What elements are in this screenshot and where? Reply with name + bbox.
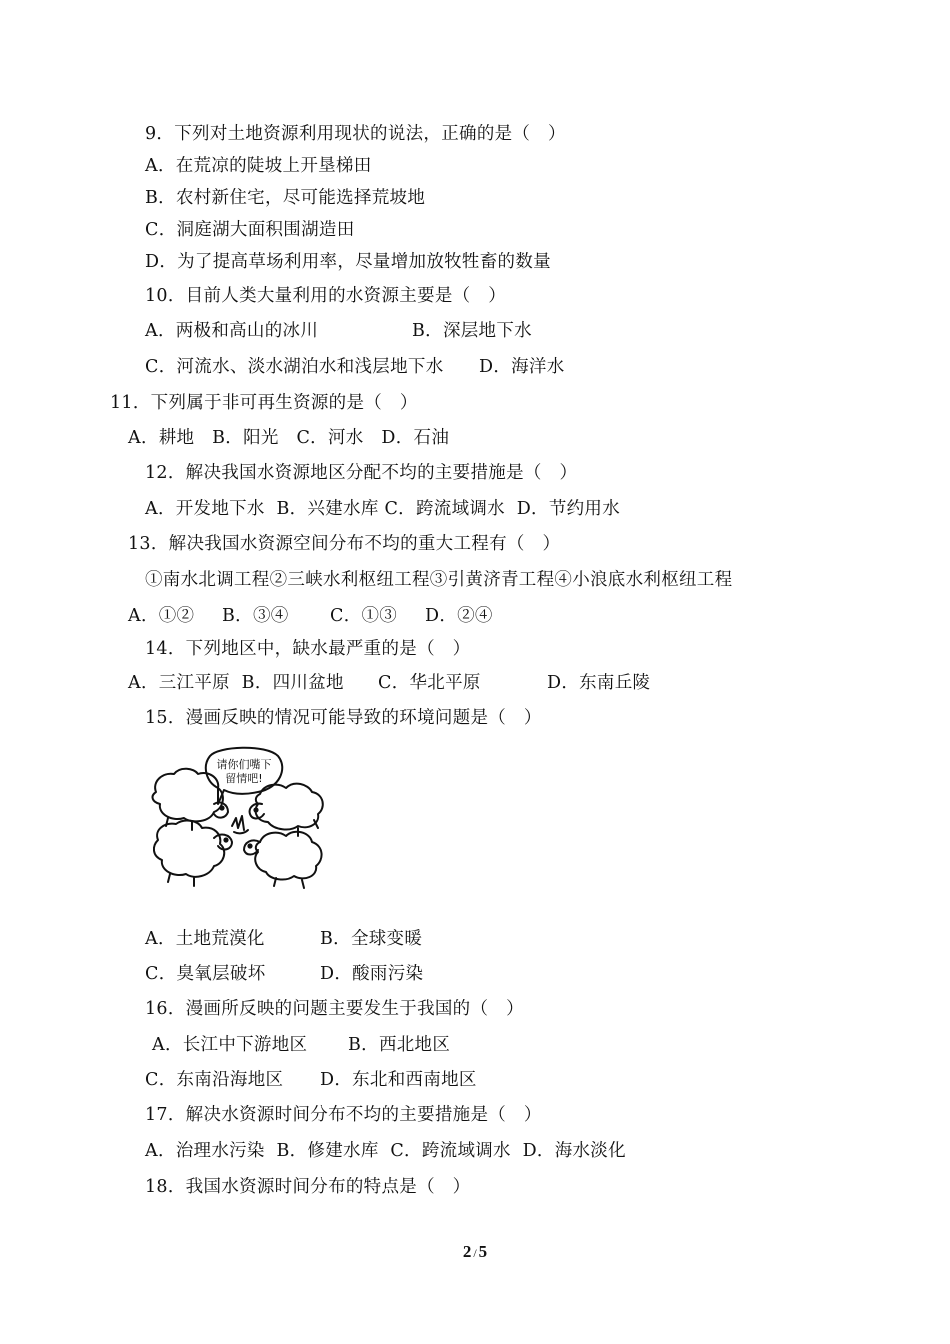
q11-options: A．耕地 B．阳光 C．河水 D．石油: [128, 428, 450, 448]
question-14: 14．下列地区中，缺水最严重的是（ ）: [145, 639, 471, 659]
q15-option-d: D．酸雨污染: [320, 964, 424, 984]
q17-options: A．治理水污染 B．修建水库 C．跨流域调水 D．海水淡化: [145, 1141, 626, 1161]
question-13: 13．解决我国水资源空间分布不均的重大工程有（ ）: [128, 534, 561, 554]
question-12: 12．解决我国水资源地区分配不均的主要措施是（ ）: [145, 463, 578, 483]
q10-option-d: D．海洋水: [479, 357, 565, 377]
page-footer: [0, 1242, 950, 1262]
q10-option-c: C．河流水、淡水湖泊水和浅层地下水: [145, 357, 444, 377]
q15-option-c: C．臭氧层破坏: [145, 964, 266, 984]
page-total: 5: [478, 1242, 488, 1261]
q16-option-d: D．东北和西南地区: [320, 1070, 477, 1090]
sheep-cartoon-icon: [148, 742, 328, 890]
q10-option-a: A．两极和高山的冰川: [145, 321, 319, 341]
q9-option-c: C．洞庭湖大面积围湖造田: [145, 220, 355, 240]
svg-text:留情吧!: 留情吧!: [225, 772, 263, 785]
q14-option-d: D．东南丘陵: [547, 673, 651, 693]
q13-option-a: A．①②: [128, 606, 195, 626]
q16-option-c: C．东南沿海地区: [145, 1070, 284, 1090]
q16-option-a: A．长江中下游地区: [152, 1035, 308, 1055]
page-number: 2: [462, 1242, 472, 1261]
question-17: 17．解决水资源时间分布不均的主要措施是（ ）: [145, 1105, 542, 1125]
question-9: 9．下列对土地资源利用现状的说法，正确的是（ ）: [145, 124, 566, 144]
q12-options: A．开发地下水 B．兴建水库 C．跨流域调水 D．节约用水: [145, 499, 621, 519]
question-11: 11．下列属于非可再生资源的是（ ）: [110, 393, 418, 413]
q13-items: ①南水北调工程②三峡水利枢纽工程③引黄济青工程④小浪底水利枢纽工程: [145, 570, 733, 590]
q16-option-b: B．西北地区: [348, 1035, 451, 1055]
q9-option-d: D．为了提高草场利用率，尽量增加放牧牲畜的数量: [145, 252, 551, 272]
cartoon-image: [148, 742, 328, 890]
q9-option-a: A．在荒凉的陡坡上开垦梯田: [145, 156, 372, 176]
svg-text:请你们嘴下: 请你们嘴下: [216, 758, 272, 771]
page-separator: /: [473, 1246, 477, 1260]
q15-option-a: A．土地荒漠化: [145, 929, 265, 949]
q13-option-c: C．①③: [330, 606, 398, 626]
q13-option-b: B．③④: [222, 606, 289, 626]
q10-option-b: B．深层地下水: [412, 321, 532, 341]
question-10: 10．目前人类大量利用的水资源主要是（ ）: [145, 286, 507, 306]
q13-option-d: D．②④: [425, 606, 493, 626]
q14-option-c: C．华北平原: [378, 673, 481, 693]
question-18: 18．我国水资源时间分布的特点是（ ）: [145, 1177, 471, 1197]
q9-option-b: B．农村新住宅，尽可能选择荒坡地: [145, 188, 426, 208]
q14-options-ab: A．三江平原 B．四川盆地: [128, 673, 344, 693]
q15-option-b: B．全球变暖: [320, 929, 423, 949]
question-16: 16．漫画所反映的问题主要发生于我国的（ ）: [145, 999, 524, 1019]
question-15: 15．漫画反映的情况可能导致的环境问题是（ ）: [145, 708, 542, 728]
